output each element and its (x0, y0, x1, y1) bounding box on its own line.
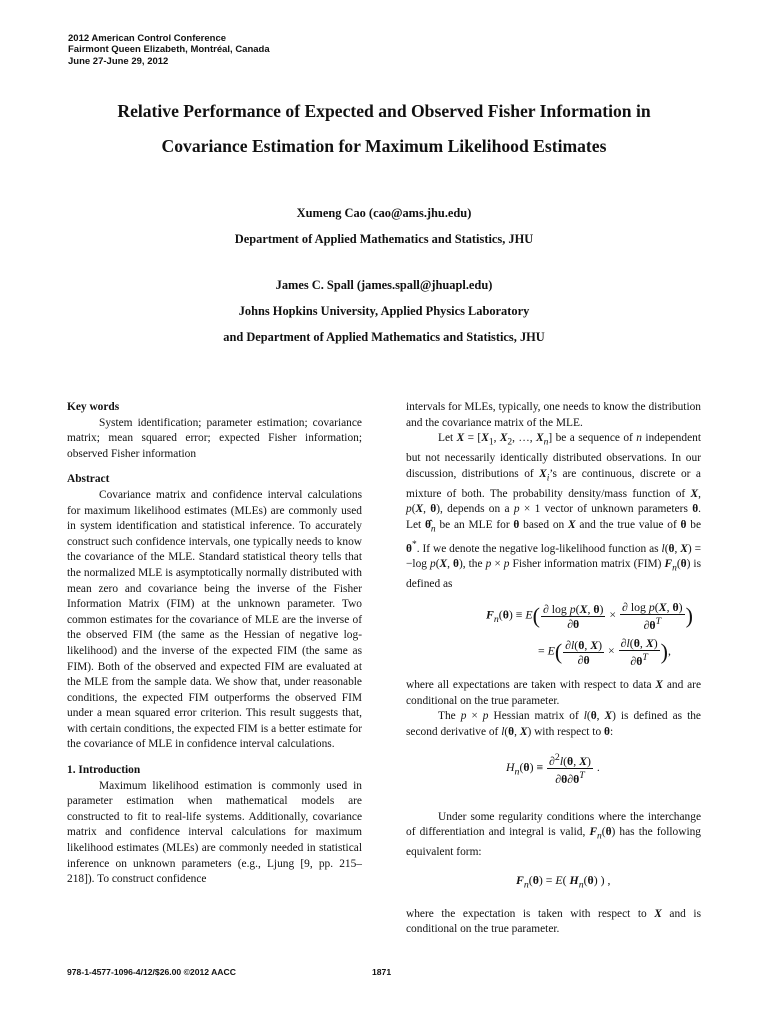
paper-title-line-2: Covariance Estimation for Maximum Likelihood Estimates (161, 136, 607, 156)
introduction-text: Maximum likelihood estimation is commonly used in parameter estimation when mathematical models are constructed to fit to real-life systems. Additionally, covariance matrix and confidence interval calculations for maximum likelihood estimates (MLEs) are commonly needed in statistical inference on unknown parameters (e.g., Ljung [9, pp. 215–218]). To construct confidence (67, 779, 362, 886)
conference-name: 2012 American Control Conference (68, 33, 227, 44)
footer-page-number: 1871 (372, 967, 392, 977)
fim-equivalent-equation: $F_n(\theta) = E$( $H_n(\theta)$ ) , (516, 872, 611, 890)
keywords-heading: Key words (67, 401, 120, 413)
conference-header (68, 33, 270, 67)
right-column (406, 400, 701, 938)
hessian-definition-equation: $H_n(\theta)$ ≡ $\frac{\partial^2l(\theta, X)}{\partial\theta\partial\theta^T}$ . (506, 751, 600, 786)
fim-definition-equation: $F_n(\theta) \equiv E$( $\frac{\text{∂ log p(X, θ)}}{\partial\theta}$ × $\frac{\text{∂ log p(X, θ)}}{\partial\theta^T}$ ) = E( $\frac{\partial l(\theta, X)}{\partial\theta}$ × $\frac{\partial l(\theta, X)}{\partial\theta^T}$ ), (486, 600, 693, 669)
author-1-affiliation: Department of Applied Mathematics and Statistics, JHU (234, 232, 534, 246)
keywords-text: System identification; parameter estimation; covariance matrix; mean squared error; expected Fisher information; observed Fisher information (67, 416, 362, 460)
right-paragraph-5: Under some regularity conditions where the interchange of differentiation and integral is valid, $F_n(\theta)$ has the following equivalent form: (406, 810, 702, 858)
right-paragraph-4: The p × p Hessian matrix of l(θ, X) is defined as the second derivative of l(θ, X) with respect to θ: (406, 710, 701, 739)
author-2-name: James C. Spall (james.spall@jhuapl.edu) (275, 278, 493, 292)
conference-venue: Fairmont Queen Elizabeth, Montréal, Canada (68, 44, 270, 56)
author-2-affiliation-2: and Department of Applied Mathematics and Statistics, JHU (223, 330, 545, 344)
conference-dates: June 27-June 29, 2012 (68, 55, 169, 67)
right-paragraph-2: Let $X = [X_1$, $X_2$, …, $X_n$] be a sequence of n independent but not necessarily identically distributed observations. In our discussion, distributions of $X_i’s$ are continuous, discrete or a mixture of both. The probability density/mass function of X, p(X, θ), depends on a p × 1 vector of unknown parameters θ. Let $\thetâ_n$ be an MLE for θ based on X and the true value of θ be θ*. If we denote the negative log-likelihood function as l(θ, X) = −log p(X, θ), the p × p Fisher information matrix (FIM) $F_n(\theta)$ is defined as (406, 432, 702, 590)
paper-title-line-1: Relative Performance of Expected and Observed Fisher Information in (117, 101, 651, 121)
author-1-name: Xumeng Cao (cao@ams.jhu.edu) (296, 206, 472, 220)
introduction-heading: 1. Introduction (67, 764, 141, 777)
right-paragraph-3: where all expectations are taken with respect to data X and are conditional on the true parameter. (406, 679, 701, 707)
right-paragraph-6: where the expectation is taken with respect to X and is conditional on the true parameter. (406, 907, 701, 936)
abstract-text: Covariance matrix and confidence interval calculations for maximum likelihood estimates (MLEs) are commonly used in system identification and statistical inference. To accurately construct such confidence intervals, one typically needs to know the covariance of the MLE. Standard statistical theory tells that the normalized MLE is asymptotically normally distributed with mean zero and covariance being the inverse of the Fisher Information Matrix (FIM) at the unknown parameter. Two common estimates for the covariance of MLE are the inverse of the observed FIM (the same as the Hessian of negative log-likelihood) and the inverse of the expected FIM (the same as FIM). Both of the observed and expected FIM are evaluated at the MLE from the sample data. We show that, under reasonable conditions, the expected FIM outperforms the observed FIM under a mean squared error criterion. This result suggests that, with certain conditions, the expected FIM is a better estimate for the covariance of MLE in confidence interval calculations. (67, 488, 362, 751)
right-paragraph-1: intervals for MLEs, typically, one needs to know the distribution and the covariance matrix of the MLE. (406, 401, 701, 429)
author-2-affiliation-1: Johns Hopkins University, Applied Physics Laboratory (238, 304, 530, 318)
paper-title (40, 94, 728, 164)
footer-isbn: 978-1-4577-1096-4/12/$26.00 ©2012 AACC (67, 967, 236, 977)
abstract-heading: Abstract (67, 473, 110, 486)
left-column (67, 400, 362, 888)
